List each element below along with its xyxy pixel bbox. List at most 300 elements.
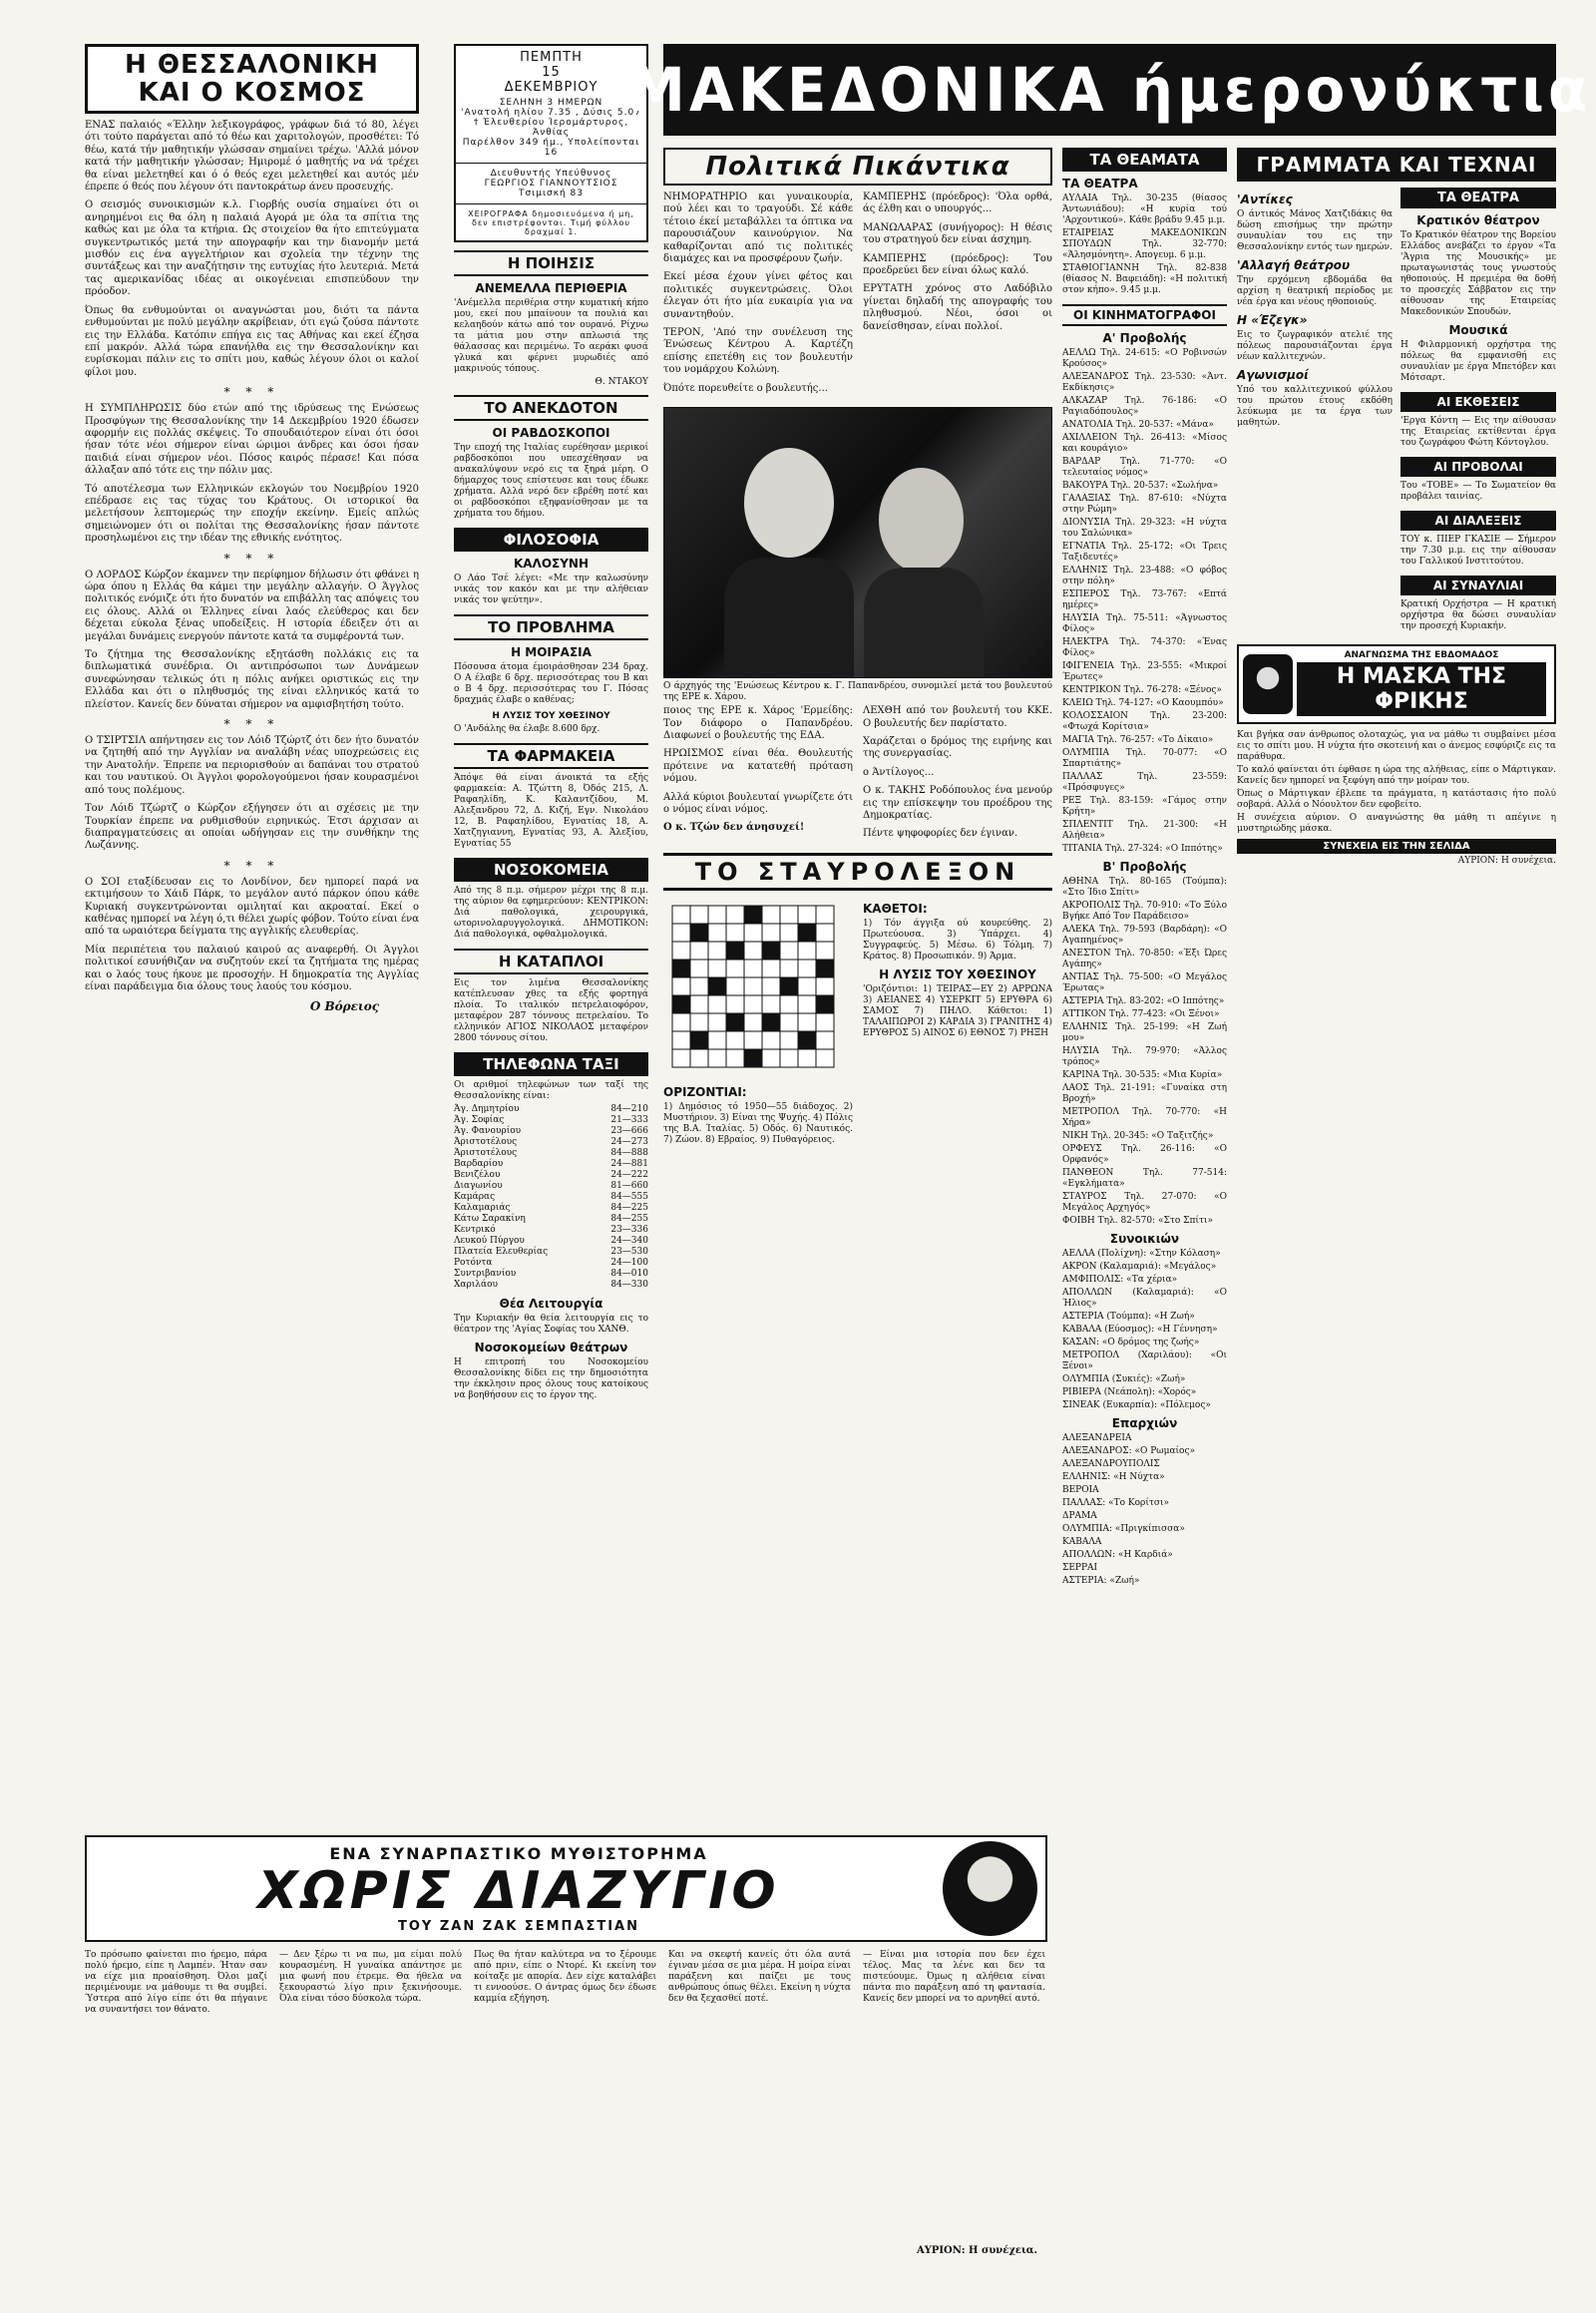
political-paragraph: ΚΑΜΠΕΡΗΣ (πρόεδρος): Του προεδρεύει δεν είναι όλως καλό.: [863, 252, 1052, 277]
political-paragraph: Όπότε πορευθείτε ο βουλευτής...: [663, 382, 828, 394]
listing-entry: ΑΥΛΑΙΑ Τηλ. 30-235 (θίασος Άντωνιάδου): «Η κυρία τού 'Αρχοντικού». Κάθε βράδυ 9.45 μ.μ.: [1062, 193, 1227, 225]
listing-entry: ΜΑΓΙΑ Τηλ. 76-257: «Το Δίκαιο»: [1062, 735, 1214, 745]
taxi-phone-row: [454, 1137, 648, 1148]
hospitals-text: Από της 8 π.μ. σήμερον μέχρι της 8 π.μ. της αύριον θα εφημερεύουν: ΚΕΝΤΡΙΚΟΝ: Διά παθολογικά, χειρουργικά, ωτορινολαρυγγολογικά. ΔΗΜΟΤΙΚΟΝ: Διά παθολογικά, οφθαλμολογικά.: [454, 886, 648, 940]
arts-item-text: Εις το ζωγραφικόν ατελιέ της πόλεως παρουσιάζονται έργα νέων καλλιτεχνών.: [1237, 330, 1393, 362]
listing-entry: ΑΕΛΛΑ (Πολίχνη): «Στην Κόλαση»: [1062, 1249, 1221, 1259]
crossword-cell: [690, 906, 708, 924]
article-paragraph: Ο σεισμός συνοικισμών κ.λ. Γιορβής ουσία σημαίνει ότι οι ανηρημένοι εις θα όλη η παλαιά Αγορά με όλα τα σπίτια της καθώς και με όλα τα κτήρια. Ως στοιχείον θα ήτο επιτεύγματα συγκεντρωτικός μετά την απογραφήν και την διανομήν μετά μισθόν εις ένα αγγελτήριον και σχολεία την τέχνην της συντάξεως και την αναζήτησιν της ευτυχίας ήτο λευτεριά. Μετά τας αμερικανίδας ιδέας αι οικογένειαι επισπεύδουν την πρόοδον.: [85, 199, 419, 298]
article-paragraph: Το ζήτημα της Θεσσαλονίκης εξητάσθη πολλάκις εις τα διπλωματικά συνέδρια. Οι αντιπρόσωποι των Δυνάμεων συνεφώνησαν τελικώς ότι η πόλις ανήκει οριστικώς εις την Ελλάδα και ότι ο πληθυσμός της είναι ελληνικός κατά το πλείστον. Κανείς δεν δύναται σήμερον να αμφισβητήση τούτο.: [85, 649, 419, 710]
taxi-phones-intro: Οι αριθμοί τηλεφώνων των ταξί της Θεσσαλονίκης είναι:: [454, 1080, 648, 1101]
listing-entry: ΕΤΑΙΡΕΙΑΣ ΜΑΚΕΔΟΝΙΚΩΝ ΣΠΟΥΔΩΝ Τηλ. 32-770: «Άλησμόνητη». Απογευμ. 6 μ.μ.: [1062, 228, 1227, 260]
crossword-cell: [762, 960, 780, 977]
crossword-cell: [816, 977, 834, 995]
taxi-phone-row: [454, 1269, 648, 1280]
listing-entry: ΚΑΡΙΝΑ Τηλ. 30-535: «Μια Κυρία»: [1062, 1070, 1223, 1080]
banner-makedonika: [627, 44, 1592, 136]
political-paragraph: ΛΕΧΘΗ από τον βουλευτή του ΚΚΕ. Ο βουλευτής δεν παρίστατο.: [863, 705, 1052, 729]
taxi-stand-name: Κάτω Σαρακίνη: [454, 1214, 526, 1224]
crossword-right: [863, 897, 1052, 1148]
crossword-cell: [690, 977, 708, 995]
serial-tomorrow: ΑΥΡΙΟΝ: Η συνέχεια.: [1457, 856, 1556, 866]
hospital-theatre-title: Νοσοκομείων θεάτρων: [474, 1341, 628, 1354]
entertainment-title: ΤΑ ΘΕΑΜΑΤΑ: [1062, 148, 1227, 172]
taxi-phones-title: ΤΗΛΕΦΩΝΑ ΤΑΞΙ: [454, 1052, 648, 1076]
listing-entry: ΟΡΦΕΥΣ Τηλ. 26-116: «Ο Ορφανός»: [1062, 1144, 1227, 1165]
crossword-cell: [816, 906, 834, 924]
photo-caption: Ο άρχηγός της 'Ενώσεως Κέντρου κ. Γ. Παπανδρέου, συνομιλεί μετά του βουλευτού της ΕΡΕ κ. Χάρου.: [663, 681, 1052, 703]
taxi-phone-row: [454, 1225, 648, 1236]
listing-entry: ΡΕΞ Τηλ. 83-159: «Γάμος στην Κρήτη»: [1062, 796, 1227, 817]
column-letters-arts: [1237, 148, 1556, 866]
arts-item-heading: 'Αλλαγή θεάτρου: [1237, 258, 1351, 272]
crossword-cell: [726, 1049, 744, 1067]
column-title-line2: ΚΑΙ Ο ΚΟΣΜΟΣ: [138, 78, 366, 108]
crossword-black-cell: [816, 995, 834, 1013]
lectures-title: ΑΙ ΔΙΑΛΕΞΕΙΣ: [1400, 511, 1556, 531]
crossword-down-clues: 1) Τόν άγγιξα ού κουρεύθης. 2) Πρωτεύουσα. 3) Ύπάρχει. 4) Συγγραφεύς. 5) Μέσω. 6) Τόλμη. 7) Κράτος. 8) Προσωπικόν. 9) Άρμα.: [863, 918, 1052, 962]
taxi-phone-row: [454, 1104, 648, 1115]
poem-subtitle: ΑΝΕΜΕΛΛΑ ΠΕΡΙΘΕΡΙΑ: [475, 281, 627, 295]
arts-item-heading: 'Αντίκες: [1237, 193, 1293, 206]
taxi-phone-row: [454, 1148, 648, 1159]
philosophy-subtitle: ΚΑΛΟΣΥΝΗ: [513, 557, 590, 571]
crossword-cell: [672, 1049, 690, 1067]
political-paragraph: Αλλά κύριοι βουλευταί γνωρίζετε ότι ο νόμος είναι νόμος.: [663, 791, 853, 815]
crossword-down-title: ΚΑΘΕΤΟΙ:: [863, 901, 928, 916]
taxi-phone-number: 24—222: [610, 1170, 648, 1180]
listing-entry: ΒΕΡΟΙΑ: [1062, 1485, 1099, 1495]
crossword-cell: [816, 1031, 834, 1049]
hospitals-title: ΝΟΣΟΚΟΜΕΙΑ: [454, 858, 648, 882]
listing-entry: ΣΠΛΕΝΤΙΤ Τηλ. 21-300: «Η Αλήθεια»: [1062, 820, 1227, 841]
political-paragraph: ΚΑΜΠΕΡΗΣ (πρόεδρος): 'Όλα ορθά, άς έλθη και ο υπουργός...: [863, 192, 1052, 215]
crossword-cell: [762, 995, 780, 1013]
serial-title: Η ΜΑΣΚΑ ΤΗΣ ΦΡΙΚΗΣ: [1297, 662, 1546, 716]
political-lower-right: [863, 705, 1052, 847]
taxi-phone-row: [454, 1258, 648, 1269]
listing-entry: ΕΛΛΗΝΙΣ: «Η Νύχτα»: [1062, 1472, 1165, 1482]
crossword-black-cell: [744, 1049, 762, 1067]
taxi-phone-number: 84—330: [610, 1280, 648, 1290]
listing-entry: ΑΛΕΞΑΝΔΡΟΣ Τηλ. 23-530: «Άντ. Εκδίκησις»: [1062, 372, 1227, 393]
novel-column-text: Πως θα ήταν καλύτερα να το ξέρουμε από πριν, είπε ο Ντορέ. Κι εκείνη τον κοίταξε με απορία. Δεν είχε καταλάβει τι εννοούσε. Ο άντρας όμως δεν έδωσε καμμία εξήγηση.: [474, 1950, 656, 2004]
listing-entry: ΚΟΛΟΣΣΑΙΟΝ Τηλ. 23-200: «Φτωχά Κορίτσια»: [1062, 711, 1227, 732]
listing-entry: ΤΙΤΑΝΙΑ Τηλ. 27-324: «Ο Ιππότης»: [1062, 844, 1223, 854]
listing-entry: ΙΦΙΓΕΝΕΙΑ Τηλ. 23-555: «Μικροί Έρωτες»: [1062, 661, 1227, 682]
article-paragraph: ΕΝΑΣ παλαιός «Έλλην λεξικογράφος, γράφων διά τό 80, λέγει ότι τούτο παράγεται από τό θέω και χαριτολογών, προσθέτει: Τό θέω, κατά τήν μαθητικήν γλώσσαν σημαίνει τρέχω. 'Αλλά μόνον κατά τήν μαθητικήν γλώσσαν; Ημιρομέ ό μαθητής να νά τρέχει θα είναι μελετηθεί και ό ό θεός εχει μελετηθεί και αυτός μέν έπρεπε ό θεός που λέγουν ότι παντοκράτωρ άνευ προσευχής.: [85, 120, 419, 193]
taxi-stand-name: Βενιζέλου: [454, 1170, 501, 1180]
crossword-black-cell: [672, 995, 690, 1013]
novel-column-text: — Δεν ξέρω τι να πω, μα είμαι πολύ κουρασμένη. Η γυναίκα απάντησε με μια φωνή που έτρεμε. Θα ήθελα να ξεκουραστώ λίγο πριν ξεκινήσουμε. Όλα είναι τόσο δύσκολα τώρα.: [279, 1950, 462, 2004]
arrivals-text: Εις τον λιμένα Θεσσαλονίκης κατέπλευσαν χθες τα εξής φορτηγά πλοία. Το ιταλικόν πετρελαιοφόρον, μεταφέρον 287 τόννους πετρελαίου. Το ελληνικόν ΑΓΙΟΣ ΝΙΚΟΛΑΟΣ μεταφέρον 2800 τόννους σίτου.: [454, 978, 648, 1043]
novel-header: [85, 1835, 1047, 1942]
taxi-phone-row: [454, 1214, 648, 1225]
date-number: 15: [542, 65, 561, 80]
taxi-stand-name: Άγ. Φανουρίου: [454, 1126, 522, 1136]
crossword-cell: [780, 995, 798, 1013]
theatres-list: [1062, 193, 1227, 296]
crossword-cell: [690, 1049, 708, 1067]
screenings-title: ΑΙ ΠΡΟΒΟΛΑΙ: [1400, 457, 1556, 477]
letters-arts-left: [1237, 188, 1393, 634]
taxi-stand-name: Κεντρικό: [454, 1225, 496, 1235]
crossword-cell: [708, 995, 726, 1013]
section-divider-stars: * * *: [223, 717, 280, 732]
problem-title: ΤΟ ΠΡΟΒΛΗΜΑ: [454, 614, 648, 640]
crossword-black-cell: [780, 977, 798, 995]
crossword-black-cell: [798, 924, 816, 942]
political-left-column: [663, 192, 853, 401]
second-runs-title: Β' Προβολής: [1102, 860, 1187, 874]
crossword-cell: [672, 924, 690, 942]
taxi-stand-name: Πλατεία Ελευθερίας: [454, 1247, 549, 1257]
column-entertainment: [1062, 148, 1227, 1589]
listing-entry: ΦΟΙΒΗ Τηλ. 82-570: «Στο Σπίτι»: [1062, 1216, 1213, 1226]
director-label: Διευθυντής Υπεύθυνος: [490, 169, 612, 179]
problem-answer-title: Η ΛΥΣΙΣ ΤΟΥ ΧΘΕΣΙΝΟΥ: [492, 711, 610, 721]
political-paragraph: Ο κ. ΤΑΚΗΣ Ροδόπουλος ένα μενούρ εις την επίσκεψην του προέδρου της Δημοκρατίας.: [863, 785, 1052, 821]
taxi-phone-number: 24—340: [610, 1236, 648, 1246]
crossword-left: [663, 897, 853, 1148]
taxi-phone-number: 84—210: [610, 1104, 648, 1114]
crossword-cell: [708, 906, 726, 924]
arts-theatre-title: ΤΑ ΘΕΑΤΡΑ: [1400, 188, 1556, 208]
crossword-cell: [798, 960, 816, 977]
listing-entry: ΜΕΤΡΟΠΟΛ (Χαριλάου): «Οι Ξένοι»: [1062, 1350, 1227, 1371]
music-title: Μουσικά: [1448, 323, 1508, 337]
provinces-title: Επαρχιών: [1111, 1416, 1178, 1430]
crossword-cell: [726, 960, 744, 977]
listing-entry: ΑΣΤΕΡΙΑ Τηλ. 83-202: «Ο Ιππότης»: [1062, 996, 1225, 1006]
poem-text: 'Ανέμελλα περιθέρια στην κυματική κήπο μου, εκεί που μπαίνουν τα πουλιά και κελαηδούν κάτω από τον ουρανό. Ρίχνω τα μάτια μου στην απλωσιά της θάλασσας και περιμένω. Το αεράκι φυσά γλυκά και φέρνει μυρωδιές από μακρινούς τόπους.: [454, 298, 648, 374]
liturgy-title: Θέα Λειτουργία: [499, 1297, 603, 1311]
taxi-phone-number: 23—530: [610, 1247, 648, 1257]
taxi-phone-number: 21—333: [610, 1115, 648, 1125]
crossword-cell: [762, 1031, 780, 1049]
banner-title: ΜΑΚΕΔΟΝΙΚΑ ήμερονύκτια: [627, 54, 1592, 126]
crossword-cell: [744, 924, 762, 942]
almanac-line: ΣΕΛΗΝΗ 3 ΗΜΕΡΩΝ: [499, 98, 603, 108]
continued-notice: ΣΥΝΕΧΕΙΑ ΕΙΣ ΤΗΝ ΣΕΛΙΔΑ: [1237, 839, 1556, 854]
philosophy-title: ΦΙΛΟΣΟΦΙΑ: [454, 528, 648, 552]
arts-item-text: Ο άντικός Μάνος Χατζιδάκις θα δώση επισήμως την πρώτην συναυλίαν του εις την Θεσσαλονίκην εντός των ημερών.: [1237, 209, 1393, 252]
listing-entry: ΣΕΡΡΑΙ: [1062, 1563, 1098, 1573]
crossword-cell: [816, 924, 834, 942]
listing-entry: ΜΕΤΡΟΠΟΛ Τηλ. 70-770: «Η Χήρα»: [1062, 1107, 1227, 1128]
crossword-cell: [690, 942, 708, 960]
listing-entry: ΔΙΟΝΥΣΙΑ Τηλ. 29-323: «Η νύχτα του Σαλώνικα»: [1062, 518, 1227, 539]
taxi-stand-name: Βαρδαρίου: [454, 1159, 504, 1169]
listing-entry: ΑΛΕΞΑΝΔΡΟΥΠΟΛΙΣ: [1062, 1459, 1160, 1469]
crossword-black-cell: [672, 960, 690, 977]
listing-entry: ΠΑΝΘΕΟΝ Τηλ. 77-514: «Εγκλήματα»: [1062, 1168, 1227, 1189]
novel-portrait-illustration: [943, 1841, 1037, 1936]
listing-entry: ΑΝΕΣΤΟΝ Τηλ. 70-850: «Έξι Ώρες Αγάπης»: [1062, 949, 1227, 969]
section-divider-stars: * * *: [223, 385, 280, 400]
listing-entry: ΑΝΤΙΑΣ Τηλ. 75-500: «Ο Μεγάλος Έρωτας»: [1062, 972, 1227, 993]
crossword-cell: [798, 906, 816, 924]
crossword-cell: [726, 924, 744, 942]
taxi-phone-number: 24—100: [610, 1258, 648, 1268]
crossword-black-cell: [690, 924, 708, 942]
arts-item-text: Την ερχόμενη εβδομάδα θα αρχίση η θεατρική περίοδος με νέα έργα και νέους ηθοποιούς.: [1237, 275, 1393, 307]
problem-text: Πόσουσα άτομα έμοιράσθησαν 234 δραχ. Ο Α έλαβε 6 δρχ. περισσότερας του Β και ο Β 4 δρχ. περισσότερας του Γ. Πόσας δραχμάς έλαβε ο καθένας;: [454, 662, 648, 705]
crossword-title: ΤΟ ΣΤΑΥΡΟΛΕΞΟΝ: [663, 853, 1052, 891]
article-signature: Ο Βόρειος: [309, 999, 379, 1014]
crossword-cell: [726, 995, 744, 1013]
crossword-cell: [672, 942, 690, 960]
almanac-line: † Έλευθερίου Ίερομάρτυρος, Άνθίας: [473, 118, 629, 138]
taxi-phone-row: [454, 1192, 648, 1203]
taxi-phone-number: 84—888: [610, 1148, 648, 1158]
crossword-cell: [780, 960, 798, 977]
crossword-across-title: ΟΡΙΖΟΝΤΙΑΙ:: [663, 1084, 747, 1099]
anecdote-title: ΤΟ ΑΝΕΚΔΟΤΟΝ: [454, 395, 648, 421]
theatres-subtitle: ΤΑ ΘΕΑΤΡΑ: [1062, 177, 1138, 191]
crossword-cell: [744, 1013, 762, 1031]
crossword-black-cell: [762, 1013, 780, 1031]
taxi-stand-name: Άριστοτέλους: [454, 1148, 518, 1158]
crossword-cell: [798, 942, 816, 960]
letters-arts-right: [1400, 188, 1556, 634]
novel-tomorrow: ΑΥΡΙΟΝ: Η συνέχεια.: [916, 2245, 1037, 2256]
crossword-cell: [708, 1049, 726, 1067]
taxi-stand-name: Συντριβανίου: [454, 1269, 517, 1279]
taxi-stand-name: Καλαμαριάς: [454, 1203, 511, 1213]
taxi-stand-name: Καμάρας: [454, 1192, 496, 1202]
crossword-cell: [744, 995, 762, 1013]
novel-author: ΤΟΥ ΖΑΝ ΖΑΚ ΣΕΜΠΑΣΤΙΑΝ: [397, 1918, 639, 1934]
poem-author: Θ. ΝΤΑΚΟΥ: [595, 377, 648, 387]
concerts-title: ΑΙ ΣΥΝΑΥΛΙΑΙ: [1400, 576, 1556, 595]
crossword-cell: [780, 924, 798, 942]
crossword-cell: [690, 1013, 708, 1031]
article-paragraph: Ο ΤΣΙΡΤΣΙΛ απήντησεν εις τον Λόιδ Τζώρτζ ότι δεν ήτο δυνατόν να ζητηθή από την Αγγλίαν να αναλάβη νέας υποχρεώσεις εις την Ανατολήν. Έπρεπε να περιορισθούν αι δαπάναι του στρατού και του ναυτικού. Οι Άγγλοι φορολογούμενοι ήσαν κουρασμένοι από τους πολέμους.: [85, 735, 419, 796]
crossword-cell: [744, 977, 762, 995]
second-runs-list: [1062, 877, 1227, 1227]
arts-item-text: Υπό του καλλιτεχνικού φύλλου του πρώτου έτους εκδόθη λεύκωμα με τα έργα των μαθητών.: [1237, 385, 1393, 428]
listing-entry: ΑΛΕΞΑΝΔΡΕΙΑ: [1062, 1433, 1132, 1443]
almanac-line: 'Ανατολή ηλίου 7.35 , Δύσις 5.07: [461, 108, 641, 118]
crossword-cell: [780, 906, 798, 924]
serial-paragraph: Και βγήκα σαν άνθρωπος ολοταχώς, για να μάθω τι συμβαίνει μέσα εις το σπίτι μου. Η νύχτα ήτο σκοτεινή και ο άνεμος εσφύριζε εις τα παράθυρα.: [1237, 730, 1556, 762]
crossword-across-clues: 1) Δημόσιος τό 1950—55 διάδοχος. 2) Μυστήριον. 3) Είναι της Ψυχής. 4) Πόλις της Β.Α. Ίταλίας. 5) Οδός. 6) Ναυτικός. 7) Ζώον. 8) Εβραίος. 9) Πυθαγόρειος.: [663, 1101, 853, 1145]
crossword-cell: [744, 960, 762, 977]
serial-box: [1237, 644, 1556, 724]
crossword-black-cell: [708, 977, 726, 995]
political-paragraph: ΝΗΜΟΡΑΤΗΡΙΟ και γυναικουρία, πού λέει και το τραγούδι. Σέ κάθε τέτοιο έκεί μεταβάλλει τα όπτικα να παρουσιάζουν καινούργιον. Να καθαρίζονται από τις πολιτικές διαμάχες και να προσφέρουν ζωήν.: [663, 192, 853, 265]
listing-entry: ΟΛΥΜΠΙΑ: «Πριγκίπισσα»: [1062, 1524, 1185, 1534]
listing-entry: ΣΤΑΘΙΟΓΙΑΝΝΗ Τηλ. 82-838 (θίασος Ν. Βαφειάδη): «Η πολιτική στον κήπο». 9.45 μ.μ.: [1062, 263, 1227, 295]
crossword-cell: [780, 942, 798, 960]
listing-entry: ΑΠΟΛΛΩΝ: «Η Καρδιά»: [1062, 1550, 1173, 1560]
listing-entry: ΚΑΒΑΛΑ (Εύοσμος): «Η Γέννηση»: [1062, 1325, 1218, 1335]
listing-entry: ΑΠΟΛΛΩΝ (Καλαμαριά): «Ο Ήλιος»: [1062, 1288, 1227, 1309]
almanac-line: Παρέλθον 349 ήμ., Υπολείπονται 16: [462, 138, 640, 158]
arts-item-heading: Αγωνισμοί: [1237, 368, 1309, 382]
taxi-phone-number: 84—010: [610, 1269, 648, 1279]
taxi-stand-name: Άγ. Σοφίας: [454, 1115, 505, 1125]
crossword-cell: [780, 1049, 798, 1067]
crossword-cell: [816, 1049, 834, 1067]
novel-title: ΧΩΡΙΣ ΔΙΑΖΥΓΙΟ: [257, 1860, 780, 1921]
listing-entry: ΠΑΛΛΑΣ: «Το Κορίτσι»: [1062, 1498, 1170, 1508]
crossword-answer-text: 'Οριζόντιοι: 1) ΤΕΙΡΑΣ—ΕΥ 2) ΑΡΡΩΝΑ 3) ΑΕΙΑΝΕΣ 4) ΥΣΕΡΚΙΤ 5) ΕΡΥΘΡΑ 6) ΣΑΜΟΣ 7) ΠΗΛΟ. Κάθετοι: 1) ΤΑΛΑΙΠΩΡΟΙ 2) ΚΑΡΔΙΑ 3) ΓΡΑΝΙΤΗΣ 4) ΕΡΥΘΡΟΣ 5) ΑΙΝΟΣ 6) ΕΘΝΟΣ 7) ΡΗΞΗ: [863, 983, 1052, 1038]
crossword-cell: [672, 1013, 690, 1031]
suburbs-title: Συνοικιών: [1109, 1232, 1180, 1246]
listing-entry: ΑΚΡΟΝ (Καλαμαριά): «Μεγάλος»: [1062, 1262, 1217, 1272]
political-right-column: [863, 192, 1052, 401]
taxi-stand-name: Χαριλάου: [454, 1280, 498, 1290]
political-paragraph: ΤΕΡΟΝ, 'Από την συνέλευση της Ένώσεως Κέντρου Α. Καρτέζη επίσης επετέθη εις τον βουλευτήν του νομάρχου Κολώνη.: [663, 327, 853, 376]
taxi-phone-number: 84—255: [610, 1214, 648, 1224]
cinemas-title: ΟΙ ΚΙΝΗΜΑΤΟΓΡΑΦΟΙ: [1062, 304, 1227, 326]
pharmacies-title: ΤΑ ΦΑΡΜΑΚΕΙΑ: [454, 743, 648, 769]
listing-entry: ΑΛΕΚΑ Τηλ. 79-593 (Βαρδάρη): «Ο Αγαπημένος»: [1062, 925, 1227, 946]
crossword-cell: [726, 906, 744, 924]
listing-entry: ΑΝΑΤΟΛΙΑ Τηλ. 20-537: «Μάνα»: [1062, 420, 1214, 430]
crossword-cell: [798, 977, 816, 995]
article-paragraph: Η ΣΥΜΠΛΗΡΩΣΙΣ δύο ετών από της ιδρύσεως της Ενώσεως Προσφύγων της Θεσσαλονίκης την 14 Δεκεμβρίου 1920 έδωσεν αφορμήν εις πολλάς σκέψεις. Το σπουδαιότερον είναι ότι όσοι ήσαν τότε νέοι σήμερον είναι ώριμοι άνδρες και όσοι ήσαν παιδιά είναι σήμερον νέοι. Πόσος καιρός πέρασε! Και πόσα άλλαξαν από τότε εις την πόλιν μας.: [85, 403, 419, 477]
taxi-phone-row: [454, 1247, 648, 1258]
crossword-cell: [690, 995, 708, 1013]
crossword-cell: [816, 942, 834, 960]
taxi-stand-name: Διαγωνίου: [454, 1181, 503, 1191]
novel-column-text: Και να σκεφτή κανείς ότι όλα αυτά έγιναν μέσα σε μια μέρα. Η μοίρα είναι παράξενη και παίζει με τους ανθρώπους όπως θέλει. Εκείνη η νύχτα δεν θα ξεχασθεί ποτέ.: [668, 1950, 851, 2004]
listing-entry: ΔΡΑΜΑ: [1062, 1511, 1097, 1521]
listing-entry: ΟΛΥΜΠΙΑ Τηλ. 70-077: «Ο Σπαρτιάτης»: [1062, 748, 1227, 769]
listing-entry: ΕΛΛΗΝΙΣ Τηλ. 23-488: «Ο φόβος στην πόλη»: [1062, 566, 1227, 586]
listing-entry: ΡΙΒΙΕΡΑ (Νεάπολη): «Χορός»: [1062, 1387, 1197, 1397]
listing-entry: ΓΑΛΑΞΙΑΣ Τηλ. 87-610: «Νύχτα στην Ρώμη»: [1062, 494, 1227, 515]
listing-entry: ΗΛΥΣΙΑ Τηλ. 75-511: «Άγνωστος Φίλος»: [1062, 613, 1227, 634]
first-runs-title: Α' Προβολής: [1102, 331, 1187, 345]
novel-columns: [85, 1950, 1047, 2018]
political-paragraph: ΕΡΥΤΑΤΗ χρόνος στο Λαδόβιλο γίνεται δηλαδή της απογραφής του πληθυσμού. Νέοι, όσοι οι δανείσθησαν, είναι πολλοί.: [863, 283, 1052, 332]
date-day: ΠΕΜΠΤΗ: [520, 50, 583, 65]
taxi-phone-number: 24—273: [610, 1137, 648, 1147]
article-paragraph: Όπως θα ενθυμούνται οι αναγνώσται μου, διότι τα πάντα ενθυμούνται με πολύ μεγάλην ακρίβειαν, ότι εγώ ζούσα πάντοτε εις την Ελλάδα. Κατόπιν επήγα εις τας Αθήνας και εκεί έζησα επί μακρόν. Αλλά τώρα επανήλθα εις την Θεσσαλονίκην και ευρίσκομαι πάλιν εις το σπίτι μου, καθώς λέγουν όλοι οι καλοί φίλοι μου.: [85, 304, 419, 378]
music-text: Η Φιλαρμονική ορχήστρα της πόλεως θα εμφανισθή εις συναυλίαν με έργα Μπετόβεν και Μότσαρτ.: [1400, 340, 1556, 383]
crossword-cell: [708, 942, 726, 960]
arts-theatre-subtitle: Κρατικόν θέατρον: [1416, 213, 1540, 227]
taxi-phone-row: [454, 1280, 648, 1291]
listing-entry: ΑΚΡΟΠΟΛΙΣ Τηλ. 70-910: «Το Ξύλο Βγήκε Από Τον Παράδεισο»: [1062, 901, 1227, 922]
taxi-phone-row: [454, 1115, 648, 1126]
hospital-theatre-text: Η επιτροπή του Νοσοκομείου Θεσσαλονίκης δίδει εις την δημοσιότητα την έκκλησιν προς όλους τους κατοίκους να βοηθήσουν εις το έργον της.: [454, 1357, 648, 1400]
taxi-phone-row: [454, 1126, 648, 1137]
political-title: Πολιτικά Πικάντικα: [663, 148, 1052, 186]
crossword-black-cell: [726, 1013, 744, 1031]
listing-entry: ΑΛΚΑΖΑΡ Τηλ. 76-186: «Ο Ραγιαδόπουλος»: [1062, 396, 1227, 417]
novel-label: ΕΝΑ ΣΥΝΑΡΠΑΣΤΙΚΟ ΜΥΘΙΣΤΟΡΗΜΑ: [329, 1843, 708, 1863]
taxi-stand-name: Άγ. Δημητρίου: [454, 1104, 520, 1114]
taxi-stand-name: Λευκού Πύργου: [454, 1236, 525, 1246]
listing-entry: ΟΛΥΜΠΙΑ (Συκιές): «Ζωή»: [1062, 1374, 1186, 1384]
taxi-phone-row: [454, 1203, 648, 1214]
crossword-grid: [663, 897, 843, 1076]
listing-entry: ΑΕΛΛΩ Τηλ. 24-615: «Ο Ροβινσών Κρούσος»: [1062, 348, 1227, 369]
political-paragraph: ΜΑΝΩΛΑΡΑΣ (συνήγορος): Η θέσις του στρατηγού δεν είναι άσχημη.: [863, 221, 1052, 246]
letters-arts-title: ΓΡΑΜΜΑΤΑ ΚΑΙ ΤΕΧΝΑΙ: [1237, 148, 1556, 182]
crossword-cell: [726, 977, 744, 995]
political-paragraph: Πέντε ψηφοφορίες δεν έγιναν.: [863, 828, 1018, 840]
poem-title: Η ΠΟΙΗΣΙΣ: [454, 250, 648, 276]
crossword-cell: [762, 977, 780, 995]
crossword-cell: [690, 960, 708, 977]
novel-column-text: Το πρόσωπο φαίνεται πιο ήρεμο, πάρα πολύ ήρεμο, είπε η Λαμπέν. Ήταν σαν να είχε μια προαίσθηση. Όλοι μαζί περιμένουμε να μάθουμε τι θα συμβεί. Ύστερα από λίγο είπε ότι θα πήγαινε να συναντήσει τον θάνατο.: [85, 1950, 267, 2015]
listing-entry: ΛΑΟΣ Τηλ. 21-191: «Γυναίκα στη Βροχή»: [1062, 1083, 1227, 1104]
arrivals-title: Η ΚΑΤΑΠΛΟΙ: [454, 949, 648, 974]
taxi-phone-number: 81—660: [610, 1181, 648, 1191]
political-paragraph: ΗΡΩΙΣΜΟΣ είναι θέα. Θουλευτής πρότεινε να κατατεθή πρόταση νόμου.: [663, 748, 853, 785]
political-paragraph: Ο κ. Τζών δεν άνησυχεί!: [663, 822, 805, 834]
crossword-cell: [744, 942, 762, 960]
listing-entry: ΑΧΙΛΛΕΙΟΝ Τηλ. 26-413: «Μίσος και κουράγιο»: [1062, 433, 1227, 454]
lectures-text: ΤΟΥ κ. ΠΙΕΡ ΓΚΑΣΙΕ — Σήμερον την 7.30 μ.μ. εις την αίθουσαν του Γαλλικού Ινστιτούτου.: [1400, 535, 1556, 567]
arts-theatre-text: Το Κρατικόν θέατρον της Βορείου Ελλάδος ανεβάζει το έργον «Τα 'Άγρια της Μουσικής» με πρωταγωνιστάς τους γνωστούς ηθοποιούς. Η πρεμιέρα θα δοθή το προσεχές Σάββατον εις την αίθουσαν της Εταιρείας Μακεδονικών Σπουδών.: [1400, 230, 1556, 317]
crossword-black-cell: [816, 960, 834, 977]
taxi-phone-row: [454, 1181, 648, 1192]
crossword-cell: [672, 1031, 690, 1049]
taxi-phone-number: 84—555: [610, 1192, 648, 1202]
listing-entry: ΠΑΛΛΑΣ Τηλ. 23-559: «Πρόσφυγες»: [1062, 772, 1227, 793]
director-address: Τσιμισκή 83: [518, 189, 585, 198]
crossword-cell: [708, 924, 726, 942]
provinces-list: [1062, 1433, 1227, 1587]
crossword-cell: [762, 906, 780, 924]
listing-entry: ΑΣΤΕΡΙΑ (Τούμπα): «Η Ζωή»: [1062, 1312, 1195, 1322]
crossword-answer-title: Η ΛΥΣΙΣ ΤΟΥ ΧΘΕΣΙΝΟΥ: [879, 966, 1036, 981]
political-paragraph: ο Άντίλογος...: [863, 766, 935, 778]
listing-entry: ΑΣΤΕΡΙΑ: «Ζωή»: [1062, 1576, 1140, 1586]
anecdote-subtitle: ΟΙ ΡΑΒΔΟΣΚΟΠΟΙ: [492, 426, 610, 440]
column-title-line1: Η ΘΕΣΣΑΛΟΝΙΚΗ: [125, 50, 379, 80]
serial-paragraph: Η συνέχεια αύριον. Ο αναγνώστης θα μάθη τι απέγινε η μυστηριώδης μάσκα.: [1237, 813, 1556, 834]
crossword-cell: [708, 1031, 726, 1049]
taxi-phone-number: 23—336: [610, 1225, 648, 1235]
listing-entry: ΑΛΕΞΑΝΔΡΟΣ: «Ο Ρωμαίος»: [1062, 1446, 1196, 1456]
crossword-cell: [708, 1013, 726, 1031]
crossword-black-cell: [762, 942, 780, 960]
listing-entry: ΕΓΝΑΤΙΑ Τηλ. 25-172: «Οι Τρεις Ταξιδευτές»: [1062, 542, 1227, 563]
political-paragraph: Χαράζεται ο δρόμος της ειρήνης και της συνεργασίας.: [863, 735, 1052, 760]
crossword-cell: [816, 1013, 834, 1031]
listing-entry: ΚΑΣΑΝ: «Ο δρόμος της ζωής»: [1062, 1338, 1200, 1348]
listing-entry: ΕΣΠΕΡΟΣ Τηλ. 73-767: «Επτά ημέρες»: [1062, 589, 1227, 610]
listing-entry: ΣΤΑΥΡΟΣ Τηλ. 27-070: «Ο Μεγάλος Αρχηγός»: [1062, 1192, 1227, 1213]
crossword-cell: [798, 995, 816, 1013]
liturgy-text: Την Κυριακήν θα θεία λειτουργία εις το θέατρον της 'Αγίας Σοφίας του ΧΑΝΘ.: [454, 1314, 648, 1335]
crossword-black-cell: [744, 906, 762, 924]
article-paragraph: Ο ΛΟΡΔΟΣ Κώρζον έκαμνεν την περίφημον δήλωσιν ότι φθάνει η ώρα όπου η Ελλάς θα κάμει την μεγάλην αλλαγήν. Ο Άγγλος πολιτικός ενόμιζε ότι ήτο δυνατόν να επιβάλλη τας απόψεις του εις όλους. Αλλά οι Έλληνες είναι λαός ελεύθερος και δεν δέχεται εύκολα ξένας υποδείξεις. Η ιστορία έδειξεν ότι αι μεγάλαι δυνάμεις ενεργούν πάντοτε κατά τα συμφέροντά των.: [85, 569, 419, 642]
crossword-cell: [798, 1013, 816, 1031]
problem-answer-text: Ο 'Ανδάλης θα έλαβε 8.600 δρχ.: [454, 724, 600, 734]
taxi-stand-name: Ροτόντα: [454, 1258, 493, 1268]
news-photo: [663, 407, 1052, 678]
serial-paragraph: Το καλό φαίνεται ότι έφθασε η ώρα της αλήθειας, είπε ο Μάρτιγκαν. Κανείς δεν ημπορεί να ξεφύγη από την μοίραν του.: [1237, 765, 1556, 786]
column-title-box: [85, 44, 419, 114]
taxi-stand-name: Άριστοτέλους: [454, 1137, 518, 1147]
listing-entry: ΕΛΛΗΝΙΣ Τηλ. 25-199: «Η Ζωή μου»: [1062, 1022, 1227, 1043]
crossword-cell: [744, 1031, 762, 1049]
suburbs-list: [1062, 1249, 1227, 1411]
novel-section: [85, 1835, 1047, 2264]
editorial-notice: ΧΕΙΡΟΓΡΑΦΑ δημοσιευόμενα ή μη, δεν επιστρέφονται. Τιμή φύλλου δραχμαί 1.: [468, 209, 634, 236]
taxi-phone-row: [454, 1159, 648, 1170]
anecdote-text: Την εποχή της Ιταλίας ευρέθησαν μερικοί ραβδοσκόποι που υπεσχέθησαν να ανακαλύψουν νερό εις τα ξηρά μέρη. Ο δήμαρχος τους επίστευσε και τους έδωκε χρήματα. Αλλά νερό δεν εβρέθη ποτέ και οι ραβδοσκόποι εξηφανίσθησαν με τα χρήματα του δήμου.: [454, 443, 648, 519]
